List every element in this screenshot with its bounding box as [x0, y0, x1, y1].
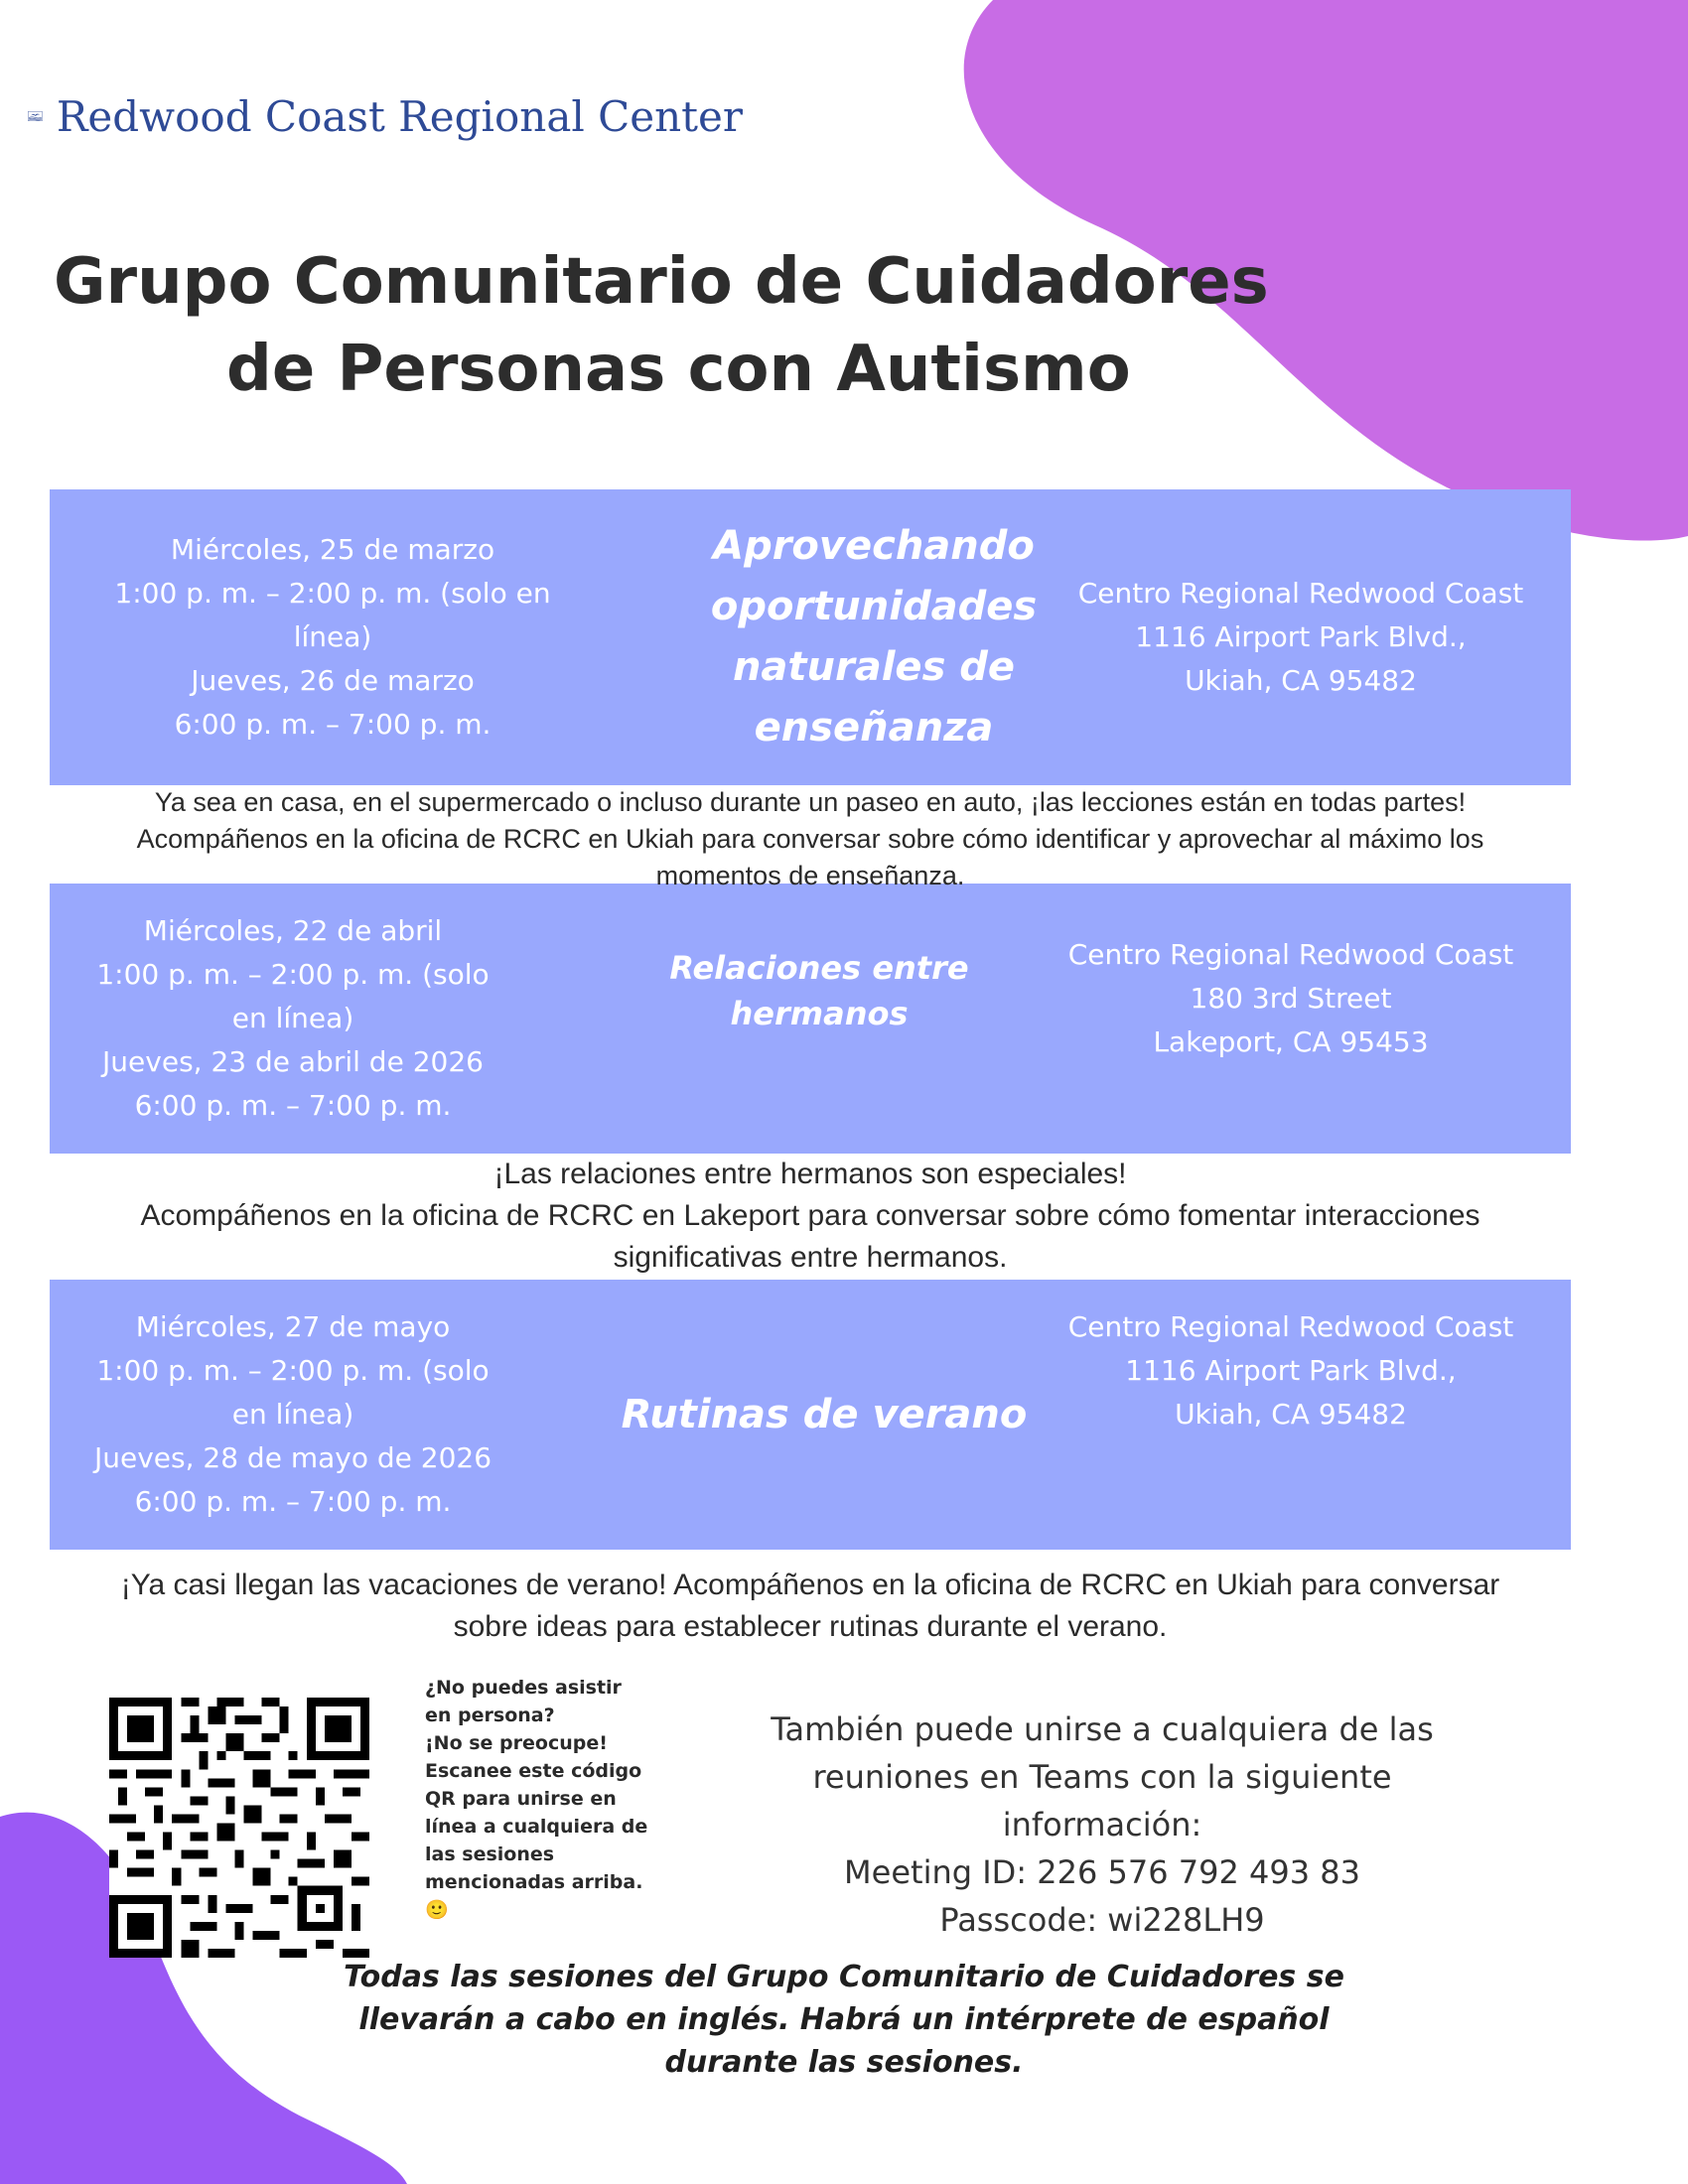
- session-dates: [60, 884, 526, 1154]
- session-description-2: [50, 1154, 1571, 1279]
- date-line: 1:00 p. m. – 2:00 p. m. (solo en: [114, 577, 551, 610]
- teams-line: reuniones en Teams con la siguiente: [812, 1758, 1392, 1796]
- title-line-2: de Personas con Autismo: [226, 333, 1131, 406]
- description-line: ¡Ya casi llegan las vacaciones de verano! Acompáñenos en la oficina de RCRC en Ukiah para conversar: [120, 1569, 1500, 1601]
- seagull-logo-icon: [28, 77, 43, 155]
- date-line: 1:00 p. m. – 2:00 p. m. (solo: [96, 958, 490, 991]
- topic-line: Aprovechando: [713, 523, 1035, 569]
- teams-line: información:: [1002, 1806, 1202, 1843]
- session-location: [1043, 489, 1559, 785]
- footer-line: llevarán a cabo en inglés. Habrá un intérprete de español: [358, 2002, 1330, 2037]
- date-line: en línea): [231, 1002, 354, 1034]
- qr-code[interactable]: [109, 1698, 369, 1958]
- topic-line: hermanos: [730, 995, 909, 1032]
- qr-note-line: en persona?: [425, 1705, 555, 1726]
- meeting-id: Meeting ID: 226 576 792 493 83: [844, 1853, 1360, 1891]
- date-line: en línea): [231, 1398, 354, 1431]
- date-line: Jueves, 23 de abril de 2026: [102, 1045, 484, 1078]
- qr-note-line: línea a cualquiera de: [425, 1816, 648, 1838]
- location-line: Centro Regional Redwood Coast: [1067, 1310, 1514, 1343]
- location-line: Lakeport, CA 95453: [1153, 1025, 1429, 1058]
- session-topic: [566, 1280, 1082, 1550]
- date-line: línea): [293, 620, 372, 653]
- location-line: Ukiah, CA 95482: [1185, 664, 1417, 697]
- footer-note: [248, 1956, 1440, 2084]
- date-line: Jueves, 28 de mayo de 2026: [93, 1441, 492, 1474]
- teams-line: También puede unirse a cualquiera de las: [771, 1710, 1434, 1748]
- footer-line: durante las sesiones.: [664, 2045, 1024, 2080]
- qr-note-line: Escanee este código: [425, 1760, 642, 1782]
- topic-line: Relaciones entre: [669, 949, 969, 987]
- topic-line: oportunidades: [710, 584, 1038, 629]
- location-line: 1116 Airport Park Blvd.,: [1135, 620, 1467, 653]
- description-line: Acompáñenos en la oficina de RCRC en Ukiah para conversar sobre cómo identificar y aprovechar al máximo los: [136, 824, 1484, 854]
- description-line: ¡Las relaciones entre hermanos son especiales!: [493, 1158, 1127, 1190]
- location-line: 1116 Airport Park Blvd.,: [1125, 1354, 1457, 1387]
- session-location: [1033, 884, 1549, 1154]
- smiley-icon: 🙂: [425, 1899, 449, 1921]
- session-description-1: [50, 784, 1571, 894]
- page-title: [40, 238, 1380, 413]
- qr-note-line: ¿No puedes asistir: [425, 1677, 622, 1699]
- description-line: sobre ideas para establecer rutinas durante el verano.: [453, 1610, 1168, 1643]
- qr-note-line: las sesiones: [425, 1843, 555, 1865]
- date-line: Miércoles, 27 de mayo: [135, 1310, 451, 1343]
- session-band-3: [50, 1280, 1571, 1550]
- logo: [28, 71, 743, 161]
- date-line: 1:00 p. m. – 2:00 p. m. (solo: [96, 1354, 490, 1387]
- description-line: significativas entre hermanos.: [613, 1241, 1008, 1274]
- qr-note-line: ¡No se preocupe!: [425, 1732, 608, 1754]
- session-location: [1033, 1280, 1549, 1550]
- session-dates: [84, 489, 581, 785]
- description-line: Acompáñenos en la oficina de RCRC en Lakeport para conversar sobre cómo fomentar interacciones: [140, 1199, 1480, 1232]
- date-line: 6:00 p. m. – 7:00 p. m.: [174, 708, 492, 741]
- session-description-3: [50, 1565, 1571, 1648]
- qr-note-line: mencionadas arriba.: [425, 1871, 643, 1893]
- footer-line: Todas las sesiones del Grupo Comunitario de Cuidadores se: [344, 1960, 1344, 1994]
- session-dates: [60, 1280, 526, 1550]
- date-line: 6:00 p. m. – 7:00 p. m.: [134, 1485, 452, 1518]
- session-band-2: [50, 884, 1571, 1154]
- date-line: 6:00 p. m. – 7:00 p. m.: [134, 1089, 452, 1122]
- location-line: 180 3rd Street: [1190, 982, 1392, 1015]
- teams-info: [735, 1706, 1470, 1944]
- title-line-1: Grupo Comunitario de Cuidadores: [54, 245, 1269, 319]
- passcode: Passcode: wi228LH9: [939, 1901, 1265, 1939]
- topic-line: enseñanza: [754, 705, 994, 751]
- location-line: Centro Regional Redwood Coast: [1077, 577, 1524, 610]
- topic-line: naturales de: [732, 644, 1016, 690]
- session-band-1: [50, 489, 1571, 785]
- date-line: Miércoles, 22 de abril: [143, 914, 443, 947]
- topic-line: Rutinas de verano: [621, 1392, 1028, 1437]
- location-line: Ukiah, CA 95482: [1175, 1398, 1407, 1431]
- qr-note-line: QR para unirse en: [425, 1788, 617, 1810]
- organization-name: Redwood Coast Regional Center: [56, 91, 743, 141]
- description-line: Ya sea en casa, en el supermercado o incluso durante un paseo en auto, ¡las lecciones están en todas partes!: [154, 787, 1467, 817]
- location-line: Centro Regional Redwood Coast: [1067, 938, 1514, 971]
- date-line: Miércoles, 25 de marzo: [170, 533, 495, 566]
- session-topic: [596, 884, 1043, 1154]
- qr-instructions: [425, 1674, 693, 1924]
- date-line: Jueves, 26 de marzo: [191, 664, 475, 697]
- description-line: momentos de enseñanza.: [655, 861, 965, 890]
